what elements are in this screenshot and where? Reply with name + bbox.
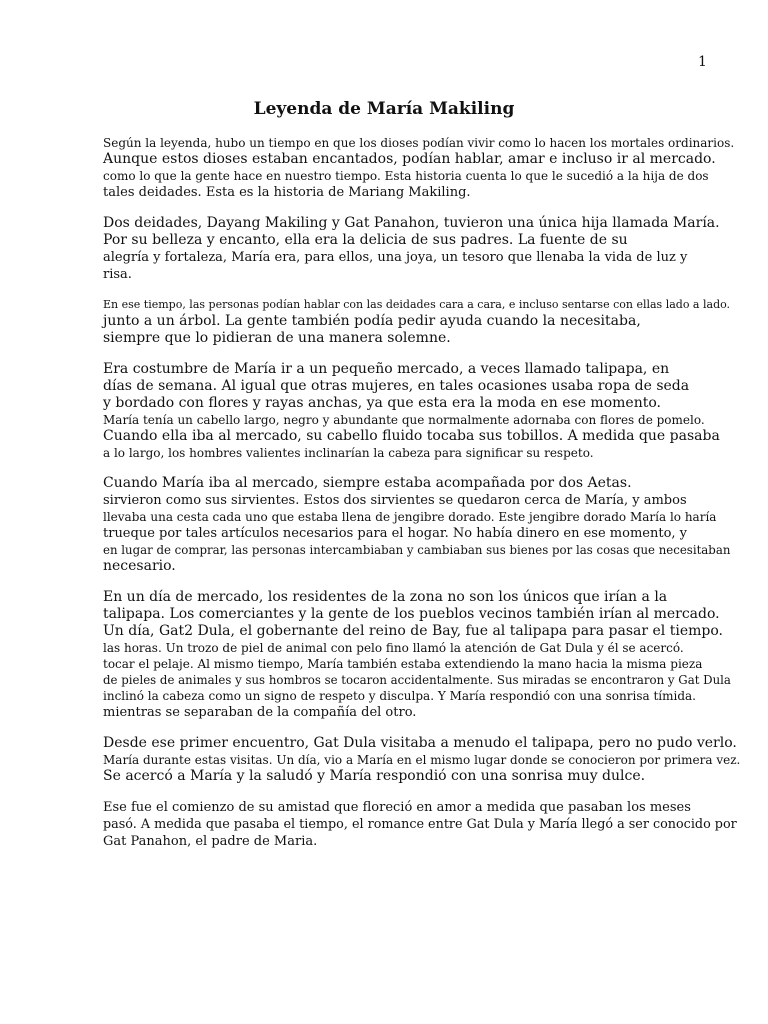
text-line: días de semana. Al igual que otras mujeres, en tales ocasiones usaba ropa de seda — [103, 378, 690, 394]
text-line: talipapa. Los comerciantes y la gente de los pueblos vecinos también irían al mercado. — [103, 606, 720, 622]
text-line: en lugar de comprar, las personas intercambiaban y cambiaban sus bienes por las cosas que necesitaban — [103, 543, 731, 557]
text-line: como lo que la gente hace en nuestro tiempo. Esta historia cuenta lo que le sucedió a la hija de dos — [103, 169, 709, 183]
text-line: Según la leyenda, hubo un tiempo en que los dioses podían vivir como lo hacen los mortales ordinarios. — [103, 136, 735, 150]
text-line: las horas. Un trozo de piel de animal con pelo fino llamó la atención de Gat Dula y él se acercó. — [103, 641, 684, 655]
paragraph-2 — [103, 215, 743, 283]
text-line: Cuando María iba al mercado, siempre estaba acompañada por dos Aetas. — [103, 475, 632, 491]
paragraph-4 — [103, 361, 743, 461]
paragraph-1 — [103, 135, 743, 201]
page-number: 1 — [698, 54, 707, 70]
text-line: Ese fue el comienzo de su amistad que floreció en amor a medida que pasaban los meses — [103, 800, 691, 815]
text-line: necesario. — [103, 558, 176, 574]
text-line: mientras se separaban de la compañía del otro. — [103, 705, 417, 720]
text-line: y bordado con flores y rayas anchas, ya que esta era la moda en ese momento. — [103, 395, 661, 411]
text-line: sirvieron como sus sirvientes. Estos dos sirvientes se quedaron cerca de María, y ambos — [103, 493, 687, 508]
text-line: Aunque estos dioses estaban encantados, podían hablar, amar e incluso ir al mercado. — [103, 151, 716, 167]
document-title: Leyenda de María Makiling — [253, 99, 515, 119]
text-line: risa. — [103, 267, 132, 282]
text-line: Por su belleza y encanto, ella era la delicia de sus padres. La fuente de su — [103, 232, 628, 248]
text-line: Un día, Gat2 Dula, el gobernante del reino de Bay, fue al talipapa para pasar el tiempo. — [103, 623, 723, 639]
text-line: inclinó la cabeza como un signo de respeto y disculpa. Y María respondió con una sonrisa tímida. — [103, 689, 696, 703]
text-line: Cuando ella iba al mercado, su cabello fluido tocaba sus tobillos. A medida que pasaba — [103, 428, 720, 444]
text-line: En un día de mercado, los residentes de la zona no son los únicos que irían a la — [103, 589, 668, 605]
text-line: llevaba una cesta cada uno que estaba llena de jengibre dorado. Este jengibre dorado María lo haría — [103, 510, 717, 524]
text-line: a lo largo, los hombres valientes inclinarían la cabeza para significar su respeto. — [103, 446, 594, 460]
text-line: María durante estas visitas. Un día, vio a María en el mismo lugar donde se conocieron por primera vez. — [103, 753, 741, 767]
text-line: trueque por tales artículos necesarios para el hogar. No había dinero en ese momento, y — [103, 526, 688, 541]
paragraph-5 — [103, 475, 743, 575]
text-line: pasó. A medida que pasaba el tiempo, el romance entre Gat Dula y María llegó a ser conocido por — [103, 817, 737, 832]
text-line: Desde ese primer encuentro, Gat Dula visitaba a menudo el talipapa, pero no pudo verlo. — [103, 735, 737, 751]
text-line: Era costumbre de María ir a un pequeño mercado, a veces llamado talipapa, en — [103, 361, 670, 377]
paragraph-8 — [103, 799, 743, 850]
text-line: alegría y fortaleza, María era, para ellos, una joya, un tesoro que llenaba la vida de luz y — [103, 250, 688, 265]
document-body — [103, 135, 743, 850]
text-line: junto a un árbol. La gente también podía pedir ayuda cuando la necesitaba, — [103, 313, 641, 329]
text-line: tocar el pelaje. Al mismo tiempo, María también estaba extendiendo la mano hacia la misma pieza — [103, 657, 703, 671]
text-line: Dos deidades, Dayang Makiling y Gat Panahon, tuvieron una única hija llamada María. — [103, 215, 720, 231]
text-line: siempre que lo pidieran de una manera solemne. — [103, 330, 451, 346]
text-line: Gat Panahon, el padre de Maria. — [103, 834, 318, 849]
text-line: En ese tiempo, las personas podían hablar con las deidades cara a cara, e incluso sentarse con ellas lado a lado. — [103, 298, 731, 311]
text-line: tales deidades. Esta es la historia de Mariang Makiling. — [103, 185, 471, 200]
text-line: Se acercó a María y la saludó y María respondió con una sonrisa muy dulce. — [103, 768, 646, 784]
paragraph-7 — [103, 735, 743, 785]
text-line: de pieles de animales y sus hombros se tocaron accidentalmente. Sus miradas se encontraron y Gat Dula — [103, 673, 731, 687]
paragraph-3 — [103, 297, 743, 347]
text-line: María tenía un cabello largo, negro y abundante que normalmente adornaba con flores de pomelo. — [103, 413, 705, 427]
paragraph-6 — [103, 589, 743, 721]
